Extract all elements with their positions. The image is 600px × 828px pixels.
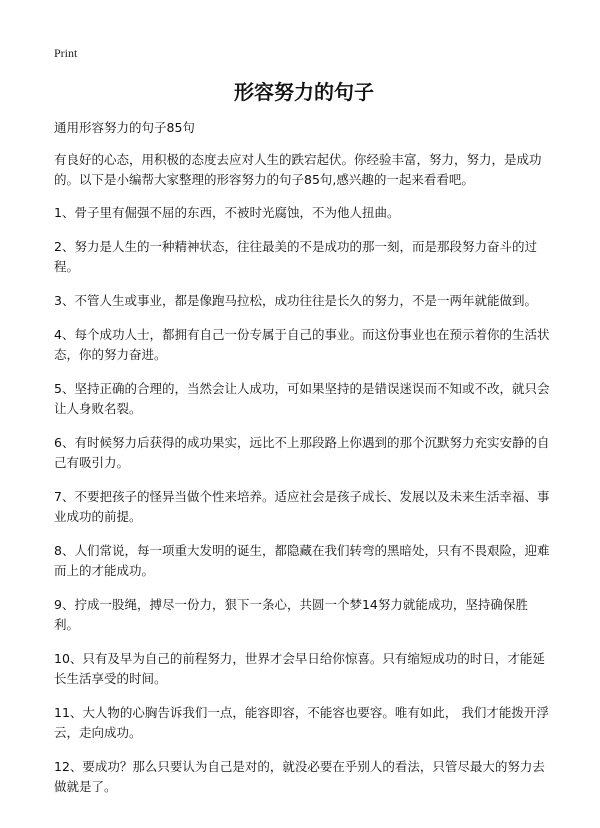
list-item: 2、努力是人生的一种精神状态，往往最美的不是成功的那一刻，而是那段努力奋斗的过程。 xyxy=(54,239,537,274)
article-subtitle: 通用形容努力的句子85句 xyxy=(54,120,195,135)
list-item: 10、只有及早为自己的前程努力，世界才会早日给你惊喜。只有缩短成功的时日，才能延长生活享受的时间。 xyxy=(54,651,545,686)
list-item: 7、不要把孩子的怪异当做个性来培养。适应社会是孩子成长、发展以及未来生活幸福、事业成功的前提。 xyxy=(54,489,550,524)
list-item: 4、每个成功人士，都拥有自己一份专属于自己的事业。而这份事业也在预示着你的生活状态，你的努力奋进。 xyxy=(54,327,550,362)
list-item: 8、人们常说，每一项重大发明的诞生，都隐藏在我们转弯的黑暗处，只有不畏艰险，迎难而上的才能成功。 xyxy=(54,543,550,578)
list-item: 12、要成功？那么只要认为自己是对的，就没必要在乎别人的看法，只管尽最大的努力去做就是了。 xyxy=(54,759,545,794)
list-item: 5、坚持正确的合理的，当然会让人成功，可如果坚持的是错误迷误而不知或不改，就只会让人身败名裂。 xyxy=(54,381,550,416)
list-item: 11、大人物的心胸告诉我们一点，能容即容，不能容也要容。唯有如此， 我们才能拨开浮云，走向成功。 xyxy=(54,705,549,740)
article-body xyxy=(54,150,550,811)
list-item: 9、拧成一股绳，搏尽一份力，狠下一条心，共圆一个梦14努力就能成功，坚持确保胜利。 xyxy=(54,597,528,632)
page-title: 形容努力的句子 xyxy=(234,80,374,104)
list-item: 3、不管人生或事业，都是像跑马拉松，成功往往是长久的努力，不是一两年就能做到。 xyxy=(54,293,537,308)
print-link[interactable]: Print xyxy=(54,46,78,60)
list-item: 6、有时候努力后获得的成功果实，远比不上那段路上你遇到的那个沉默努力充实安静的自己有吸引力。 xyxy=(54,435,550,470)
intro-paragraph: 有良好的心态，用积极的态度去应对人生的跌宕起伏。你经验丰富，努力，努力，是成功的。以下是小编帮大家整理的形容努力的句子85句,感兴趣的一起来看看吧。 xyxy=(54,152,542,187)
list-item: 1、骨子里有倔强不屈的东西，不被时光腐蚀，不为他人扭曲。 xyxy=(54,205,400,220)
